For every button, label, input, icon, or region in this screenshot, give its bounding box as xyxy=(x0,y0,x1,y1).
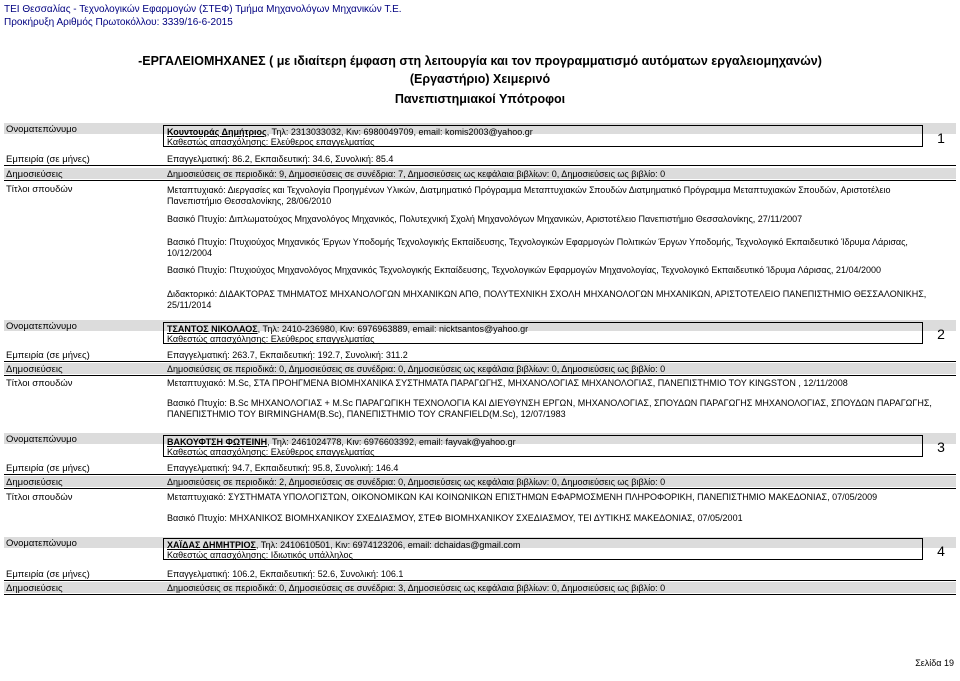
row-divider xyxy=(4,580,956,581)
degree-item: Μεταπτυχιακό: M.Sc, ΣΤΑ ΠΡΟΗΓΜΕΝΑ ΒΙΟΜΗΧΑΝΙΚΑ ΣΥΣΤΗΜΑΤΑ ΠΑΡΑΓΩΓΗΣ, ΜΗΧΑΝΟΛΟΓΙΑΣ ΜΗΧΑΝΟΛΟΓΙΑΣ, ΠΑΝΕΠΙΣΤΗΜΙΟ ΤΟΥ KINGSTON , 12/11/2008 xyxy=(167,378,848,388)
degree-item: Βασικό Πτυχίο: ΜΗΧΑΝΙΚΟΣ ΒΙΟΜΗΧΑΝΙΚΟΥ ΣΧΕΔΙΑΣΜΟΥ, ΣΤΕΦ ΒΙΟΜΗΧΑΝΙΚΟΥ ΣΧΕΔΙΑΣΜΟΥ, ΤΕΙ ΔΥΤΙΚΗΣ ΜΑΚΕΔΟΝΙΑΣ, 07/05/2001 xyxy=(167,513,743,523)
degree-item: Διδακτορικό: ΔΙΔΑΚΤΟΡΑΣ ΤΜΗΜΑΤΟΣ ΜΗΧΑΝΟΛΟΓΩΝ ΜΗΧΑΝΙΚΩΝ ΑΠΘ, ΠΟΛΥΤΕΧΝΙΚΗ ΣΧΟΛΗ ΜΗΧΑΝΟΛΟΓΩΝ ΜΗΧΑΝΙΚΩΝ, ΑΡΙΣΤΟΤΕΛΕΙΟ ΠΑΝΕΠΙΣΤΗΜΙΟ ΘΕΣΣΑΛΟΝΙΚΗΣ, 25/11/2014 xyxy=(167,289,927,310)
degrees-label: Τίτλοι σπουδών xyxy=(6,492,73,503)
experience-label: Εμπειρία (σε μήνες) xyxy=(6,463,90,474)
degrees-label: Τίτλοι σπουδών xyxy=(6,378,73,389)
page-number: Σελίδα 19 xyxy=(915,658,954,668)
degrees-label: Τίτλοι σπουδών xyxy=(6,184,73,195)
position-type: Πανεπιστημιακοί Υπότροφοι xyxy=(394,92,566,106)
row-divider xyxy=(4,165,956,166)
experience-value: Επαγγελματική: 106.2, Εκπαιδευτική: 52.6, Συνολική: 106.1 xyxy=(167,569,404,579)
candidate-name: ΧΑΪΔΑΣ ΔΗΜΗΤΡΙΟΣ xyxy=(167,540,256,550)
degree-item: Βασικό Πτυχίο: Πτυχιούχος Μηχανικός Έργων Υποδομής Τεχνολογικής Εκπαίδευσης, Τεχνολογικών Εφαρμογών Πολιτικών Έργων Υποδομής, Τεχνολογικό Εκπαιδευτικό Ίδρυμα Λάρισας, 10/12/2004 xyxy=(167,237,908,258)
employment-status: Καθεστώς απασχόλησης: Ιδιωτικός υπάλληλος xyxy=(167,550,353,560)
candidate-rank: 4 xyxy=(937,543,945,559)
experience-value: Επαγγελματική: 86.2, Εκπαιδευτική: 34.6, Συνολική: 85.4 xyxy=(167,154,394,164)
degree-item: Μεταπτυχιακό: ΣΥΣΤΗΜΑΤΑ ΥΠΟΛΟΓΙΣΤΩΝ, ΟΙΚΟΝΟΜΙΚΩΝ ΚΑΙ ΚΟΙΝΩΝΙΚΩΝ ΕΠΙΣΤΗΜΩΝ ΕΦΑΡΜΟΣΜΕΝΗ ΠΛΗΡΟΦΟΡΙΚΗ, ΠΑΝΕΠΙΣΤΗΜΙΟ ΜΑΚΕΔΟΝΙΑΣ, 07/05/2009 xyxy=(167,492,878,502)
course-subtitle: (Εργαστήριο) Χειμερινό xyxy=(409,72,551,86)
contact-details: , Τηλ: 2313033032, Κιν: 6980049709, email: komis2003@yahoo.gr xyxy=(266,127,533,137)
publications-label: Δημοσιεύσεις xyxy=(6,364,63,375)
candidate-contact xyxy=(167,324,528,334)
contact-details: , Τηλ: 2410610501, Κιν: 6974123206, email: dchaidas@gmail.com xyxy=(255,540,521,550)
publications-label: Δημοσιεύσεις xyxy=(6,583,63,594)
degree-item: Βασικό Πτυχίο: Πτυχιούχος Μηχανολόγος Μηχανικός Τεχνολογικής Εκπαίδευσης, Τεχνολογικών Εφαρμογών Μηχανολογίας, Τεχνολογικό Εκπαιδευτικό Ίδρυμα Λάρισας, 21/04/2000 xyxy=(167,265,881,275)
header-announcement: Προκήρυξη Αριθμός Πρωτοκόλλου: 3339/16-6-2015 xyxy=(4,17,233,28)
publications-label: Δημοσιεύσεις xyxy=(6,169,63,180)
candidate-contact xyxy=(167,127,533,137)
candidate-contact xyxy=(167,437,516,447)
name-label: Ονοματεπώνυμο xyxy=(6,321,77,332)
experience-label: Εμπειρία (σε μήνες) xyxy=(6,154,90,165)
row-divider xyxy=(4,488,956,489)
publications-label: Δημοσιεύσεις xyxy=(6,477,63,488)
contact-details: , Τηλ: 2461024778, Κιν: 6976603392, email: fayvak@yahoo.gr xyxy=(267,437,516,447)
publications-value: Δημοσιεύσεις σε περιοδικά: 0, Δημοσιεύσεις σε συνέδρια: 3, Δημοσιεύσεις ως κεφάλαια βιβλίων: 0, Δημοσιεύσεις ως βιβλίο: 0 xyxy=(167,583,666,593)
candidate-name: Κουντουράς Δημήτριος xyxy=(167,127,267,137)
name-label: Ονοματεπώνυμο xyxy=(6,434,77,445)
degree-item: Βασικό Πτυχίο: Διπλωματούχος Μηχανολόγος Μηχανικός, Πολυτεχνική Σχολή Μηχανολόγων Μηχανικών, Αριστοτέλειο Πανεπιστήμιο Θεσσαλονίκης, 27/11/2007 xyxy=(167,214,803,224)
employment-status: Καθεστώς απασχόλησης: Ελεύθερος επαγγελματίας xyxy=(167,137,375,147)
employment-status: Καθεστώς απασχόλησης: Ελεύθερος επαγγελματίας xyxy=(167,447,375,457)
name-label: Ονοματεπώνυμο xyxy=(6,124,77,135)
header-institution: ΤΕΙ Θεσσαλίας - Τεχνολογικών Εφαρμογών (ΣΤΕΦ) Τμήμα Μηχανολόγων Μηχανικών Τ.Ε. xyxy=(4,4,402,15)
experience-label: Εμπειρία (σε μήνες) xyxy=(6,569,90,580)
degree-item: Μεταπτυχιακό: Διεργασίες και Τεχνολογία Προηγμένων Υλικών, Διατμηματικό Πρόγραμμα Μεταπτυχιακών Σπουδών Διατμηματικό Πρόγραμμα Μεταπτυχιακών Σπουδών, Αριστοτέλειο Πανεπιστήμιο Θεσσαλονίκης, 28/06/2010 xyxy=(167,185,891,206)
candidate-rank: 1 xyxy=(937,130,945,146)
candidate-contact xyxy=(167,540,520,550)
employment-status: Καθεστώς απασχόλησης: Ελεύθερος επαγγελματίας xyxy=(167,334,375,344)
name-label: Ονοματεπώνυμο xyxy=(6,538,77,549)
publications-value: Δημοσιεύσεις σε περιοδικά: 9, Δημοσιεύσεις σε συνέδρια: 7, Δημοσιεύσεις ως κεφάλαια βιβλίων: 0, Δημοσιεύσεις ως βιβλίο: 0 xyxy=(167,169,666,179)
contact-details: , Τηλ: 2410-236980, Κιν: 6976963889, email: nicktsantos@yahoo.gr xyxy=(257,324,529,334)
row-divider xyxy=(4,361,956,362)
row-divider xyxy=(4,375,956,376)
experience-value: Επαγγελματική: 94.7, Εκπαιδευτική: 95.8, Συνολική: 146.4 xyxy=(167,463,399,473)
candidate-rank: 3 xyxy=(937,439,945,455)
row-divider xyxy=(4,474,956,475)
candidate-name: ΒΑΚΟΥΦΤΣΗ ΦΩΤΕΙΝΗ xyxy=(167,437,268,447)
candidate-rank: 2 xyxy=(937,326,945,342)
degree-item: Βασικό Πτυχίο: B.Sc ΜΗΧΑΝΟΛΟΓΙΑΣ + M.Sc ΠΑΡΑΓΩΓΙΚΗ ΤΕΧΝΟΛΟΓΙΑ ΚΑΙ ΔΙΕΥΘΥΝΣΗ ΕΡΓΩΝ, ΜΗΧΑΝΟΛΟΓΙΑΣ, ΣΠΟΥΔΩΝ ΠΑΡΑΓΩΓΗΣ ΜΗΧΑΝΟΛΟΓΙΑΣ, ΣΠΟΥΔΩΝ ΠΑΡΑΓΩΓΗΣ, ΠΑΝΕΠΙΣΤΗΜΙΟ ΤΟΥ BIRMINGHAM(B.Sc), ΠΑΝΕΠΙΣΤΗΜΙΟ ΤΟΥ CRANFIELD(M.Sc), 12/07/1983 xyxy=(167,398,932,419)
row-divider xyxy=(4,180,956,181)
experience-label: Εμπειρία (σε μήνες) xyxy=(6,350,90,361)
course-title: -ΕΡΓΑΛΕΙΟΜΗΧΑΝΕΣ ( με ιδιαίτερη έμφαση στη λειτουργία και τον προγραμματισμό αυτόματων εργαλειομηχανών) xyxy=(138,54,822,68)
experience-value: Επαγγελματική: 263.7, Εκπαιδευτική: 192.7, Συνολική: 311.2 xyxy=(167,350,408,360)
row-divider xyxy=(4,594,956,595)
candidate-name: ΤΣΑΝΤΟΣ ΝΙΚΟΛΑΟΣ xyxy=(167,324,258,334)
publications-value: Δημοσιεύσεις σε περιοδικά: 0, Δημοσιεύσεις σε συνέδρια: 0, Δημοσιεύσεις ως κεφάλαια βιβλίων: 0, Δημοσιεύσεις ως βιβλίο: 0 xyxy=(167,364,666,374)
publications-value: Δημοσιεύσεις σε περιοδικά: 2, Δημοσιεύσεις σε συνέδρια: 0, Δημοσιεύσεις ως κεφάλαια βιβλίων: 0, Δημοσιεύσεις ως βιβλίο: 0 xyxy=(167,477,666,487)
